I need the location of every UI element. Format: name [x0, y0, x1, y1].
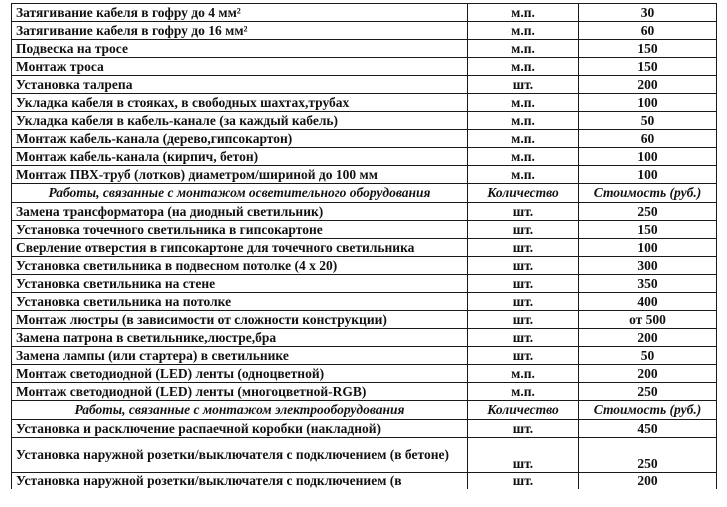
price-cell: 200 [579, 76, 717, 94]
unit-cell: шт. [468, 420, 579, 438]
unit-cell: шт. [468, 275, 579, 293]
table-row [12, 94, 717, 112]
service-name-cell: Затягивание кабеля в гофру до 16 мм² [12, 22, 468, 40]
table-row [12, 383, 717, 401]
price-cell: 100 [579, 239, 717, 257]
table-row [12, 311, 717, 329]
price-cell: 30 [579, 4, 717, 22]
unit-cell: м.п. [468, 383, 579, 401]
section-unit-cell: Количество [468, 184, 579, 203]
service-name-cell: Монтаж светодиодной (LED) ленты (многоцветной-RGB) [12, 383, 468, 401]
price-cell: 450 [579, 420, 717, 438]
service-name-cell: Затягивание кабеля в гофру до 4 мм² [12, 4, 468, 22]
unit-cell: м.п. [468, 130, 579, 148]
unit-cell: м.п. [468, 40, 579, 58]
service-name-cell: Установка точечного светильника в гипсокартоне [12, 221, 468, 239]
table-row [12, 22, 717, 40]
price-table-body [12, 4, 717, 490]
section-header-row [12, 401, 717, 420]
service-name-cell: Укладка кабеля в стояках, в свободных шахтах,трубах [12, 94, 468, 112]
unit-cell: м.п. [468, 94, 579, 112]
service-name-cell: Установка и расключение распаечной коробки (накладной) [12, 420, 468, 438]
service-name-cell: Замена лампы (или стартера) в светильнике [12, 347, 468, 365]
price-cell: 250 [579, 383, 717, 401]
price-cell: 60 [579, 130, 717, 148]
unit-cell: шт. [468, 438, 579, 473]
service-name-cell: Укладка кабеля в кабель-канале (за каждый кабель) [12, 112, 468, 130]
price-cell: 200 [579, 329, 717, 347]
unit-cell: м.п. [468, 148, 579, 166]
table-row [12, 257, 717, 275]
price-table [11, 3, 717, 489]
table-row [12, 148, 717, 166]
unit-cell: шт. [468, 76, 579, 94]
table-row [12, 130, 717, 148]
unit-cell: шт. [468, 329, 579, 347]
unit-cell: шт. [468, 347, 579, 365]
table-row [12, 473, 717, 490]
service-name-cell: Установка талрепа [12, 76, 468, 94]
unit-cell: шт. [468, 311, 579, 329]
section-service-name-cell: Работы, связанные с монтажом осветительного оборудования [12, 184, 468, 203]
table-row [12, 420, 717, 438]
service-name-cell: Монтаж троса [12, 58, 468, 76]
unit-cell: м.п. [468, 22, 579, 40]
service-name-cell: Установка наружной розетки/выключателя с подключением (в бетоне) [12, 438, 468, 473]
section-unit-cell: Количество [468, 401, 579, 420]
price-cell: 50 [579, 347, 717, 365]
service-name-cell: Монтаж кабель-канала (дерево,гипсокартон) [12, 130, 468, 148]
price-cell: 250 [579, 438, 717, 473]
table-row [12, 76, 717, 94]
table-row [12, 329, 717, 347]
table-row [12, 239, 717, 257]
service-name-cell: Монтаж светодиодной (LED) ленты (одноцветной) [12, 365, 468, 383]
table-row [12, 112, 717, 130]
unit-cell: шт. [468, 257, 579, 275]
price-cell: 200 [579, 365, 717, 383]
service-name-cell: Монтаж люстры (в зависимости от сложности конструкции) [12, 311, 468, 329]
unit-cell: м.п. [468, 365, 579, 383]
service-name-cell: Замена трансформатора (на диодный светильник) [12, 203, 468, 221]
price-cell: 400 [579, 293, 717, 311]
table-row [12, 293, 717, 311]
price-cell: 200 [579, 473, 717, 490]
price-cell: 100 [579, 148, 717, 166]
price-cell: 150 [579, 40, 717, 58]
service-name-cell: Монтаж ПВХ-труб (лотков) диаметром/шириной до 100 мм [12, 166, 468, 184]
price-cell: 150 [579, 58, 717, 76]
table-row [12, 221, 717, 239]
section-header-row [12, 184, 717, 203]
price-cell: 50 [579, 112, 717, 130]
section-price-cell: Стоимость (руб.) [579, 401, 717, 420]
table-row [12, 438, 717, 473]
price-list [11, 3, 717, 489]
price-cell: от 500 [579, 311, 717, 329]
table-row [12, 4, 717, 22]
unit-cell: шт. [468, 293, 579, 311]
unit-cell: шт. [468, 221, 579, 239]
price-cell: 350 [579, 275, 717, 293]
service-name-cell: Сверление отверстия в гипсокартоне для точечного светильника [12, 239, 468, 257]
table-row [12, 58, 717, 76]
price-cell: 250 [579, 203, 717, 221]
service-name-cell: Установка светильника на потолке [12, 293, 468, 311]
unit-cell: м.п. [468, 4, 579, 22]
unit-cell: шт. [468, 473, 579, 490]
price-cell: 100 [579, 94, 717, 112]
service-name-cell: Установка наружной розетки/выключателя с подключением (в [12, 473, 468, 490]
price-cell: 60 [579, 22, 717, 40]
unit-cell: шт. [468, 203, 579, 221]
section-price-cell: Стоимость (руб.) [579, 184, 717, 203]
service-name-cell: Установка светильника в подвесном потолке (4 х 20) [12, 257, 468, 275]
section-service-name-cell: Работы, связанные с монтажом электрооборудования [12, 401, 468, 420]
price-cell: 100 [579, 166, 717, 184]
price-cell: 300 [579, 257, 717, 275]
unit-cell: м.п. [468, 58, 579, 76]
service-name-cell: Монтаж кабель-канала (кирпич, бетон) [12, 148, 468, 166]
unit-cell: м.п. [468, 166, 579, 184]
table-row [12, 365, 717, 383]
service-name-cell: Установка светильника на стене [12, 275, 468, 293]
unit-cell: м.п. [468, 112, 579, 130]
service-name-cell: Подвеска на тросе [12, 40, 468, 58]
table-row [12, 40, 717, 58]
price-cell: 150 [579, 221, 717, 239]
service-name-cell: Замена патрона в светильнике,люстре,бра [12, 329, 468, 347]
table-row [12, 203, 717, 221]
table-row [12, 347, 717, 365]
table-row [12, 166, 717, 184]
table-row [12, 275, 717, 293]
unit-cell: шт. [468, 239, 579, 257]
